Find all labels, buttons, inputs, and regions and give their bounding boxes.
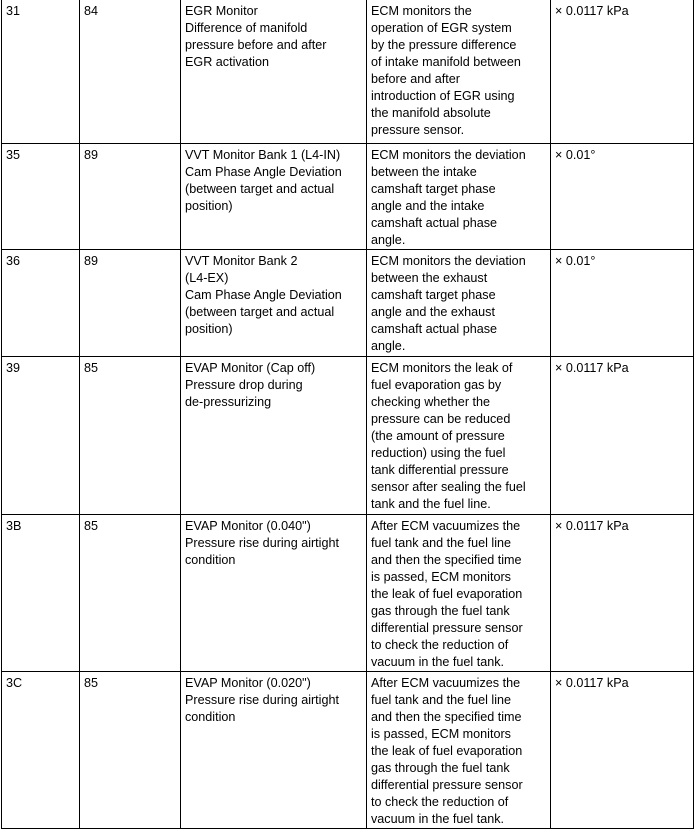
cell-text-line: is passed, ECM monitors [371, 569, 511, 584]
cell-text-line: camshaft actual phase [371, 321, 498, 336]
cell-text-line: and then the specified time [371, 709, 522, 724]
cell-text-line: is passed, ECM monitors [371, 726, 511, 741]
cell-text-line: to check the reduction of [371, 794, 509, 809]
test-id-cell: 39 [2, 356, 80, 514]
cell-text-line: the manifold absolute [371, 106, 491, 120]
cell-text-line: (between target and actual [185, 304, 335, 319]
test-item-cell [181, 143, 367, 249]
cell-text-line: angle and the exhaust [371, 304, 495, 319]
cell-text-line: EVAP Monitor (Cap off) [185, 360, 316, 375]
table-row [2, 143, 694, 249]
cell-text-line: vacuum in the fuel tank. [371, 654, 505, 669]
cell-text-line: de-pressurizing [185, 394, 272, 409]
cell-text-line: VVT Monitor Bank 1 (L4-IN) [185, 147, 341, 162]
component-id-cell: 89 [80, 249, 181, 356]
unit-conversion-cell: × 0.0117 kPa [551, 671, 694, 828]
cell-text-line: pressure sensor. [371, 123, 465, 137]
cell-text-line: Cam Phase Angle Deviation [185, 287, 342, 302]
component-id-cell: 85 [80, 671, 181, 828]
component-id-cell: 89 [80, 143, 181, 249]
cell-text-line: before and after [371, 72, 460, 86]
table-row [2, 356, 694, 514]
cell-text-line: introduction of EGR using [371, 89, 515, 103]
table-row [2, 249, 694, 356]
cell-text-line: differential pressure sensor [371, 777, 523, 792]
cell-text-line: between the intake [371, 164, 477, 179]
description-cell [367, 143, 551, 249]
description-cell [367, 514, 551, 671]
test-id-cell: 36 [2, 249, 80, 356]
cell-text-line: between the exhaust [371, 270, 488, 285]
cell-text-line: gas through the fuel tank [371, 760, 510, 775]
cell-text-line: Pressure rise during airtight [185, 535, 339, 550]
cell-text-line: EVAP Monitor (0.020") [185, 675, 311, 690]
component-id-cell: 84 [80, 0, 181, 143]
cell-text-line: camshaft target phase [371, 287, 496, 302]
cell-text-line: vacuum in the fuel tank. [371, 811, 505, 826]
cell-text-line: reduction) using the fuel [371, 445, 506, 460]
cell-text-line: fuel tank and the fuel line [371, 692, 512, 707]
description-cell [367, 0, 551, 143]
cell-text-line: ECM monitors the leak of [371, 360, 513, 375]
cell-text-line: and then the specified time [371, 552, 522, 567]
unit-conversion-cell: × 0.0117 kPa [551, 514, 694, 671]
test-item-cell [181, 514, 367, 671]
cell-text-line: EGR Monitor [185, 4, 258, 18]
unit-conversion-cell: × 0.01° [551, 143, 694, 249]
cell-text-line: VVT Monitor Bank 2 [185, 253, 298, 268]
cell-text-line: ECM monitors the deviation [371, 253, 526, 268]
cell-text-line: fuel tank and the fuel line [371, 535, 512, 550]
cell-text-line: EGR activation [185, 55, 269, 69]
cell-text-line: EVAP Monitor (0.040") [185, 518, 311, 533]
cell-text-line: the leak of fuel evaporation [371, 586, 523, 601]
test-item-cell [181, 671, 367, 828]
test-id-cell: 3C [2, 671, 80, 828]
cell-text-line: to check the reduction of [371, 637, 509, 652]
cell-text-line: (L4-EX) [185, 270, 229, 285]
description-cell [367, 356, 551, 514]
description-cell [367, 671, 551, 828]
cell-text-line: condition [185, 709, 236, 724]
cell-text-line: position) [185, 321, 233, 336]
cell-text-line: angle. [371, 338, 406, 353]
cell-text-line: gas through the fuel tank [371, 603, 510, 618]
test-item-cell [181, 0, 367, 143]
cell-text-line: pressure can be reduced [371, 411, 511, 426]
test-id-cell: 31 [2, 0, 80, 143]
test-id-cell: 35 [2, 143, 80, 249]
cell-text-line: Pressure drop during [185, 377, 303, 392]
table-row [2, 514, 694, 671]
description-cell [367, 249, 551, 356]
cell-text-line: ECM monitors the [371, 4, 472, 18]
cell-text-line: camshaft target phase [371, 181, 496, 196]
monitor-spec-table [1, 0, 694, 829]
cell-text-line: by the pressure difference [371, 38, 517, 52]
cell-text-line: checking whether the [371, 394, 491, 409]
cell-text-line: After ECM vacuumizes the [371, 518, 521, 533]
cell-text-line: of intake manifold between [371, 55, 521, 69]
cell-text-line: tank and the fuel line. [371, 496, 491, 511]
component-id-cell: 85 [80, 514, 181, 671]
cell-text-line: tank differential pressure [371, 462, 509, 477]
cell-text-line: operation of EGR system [371, 21, 512, 35]
component-id-cell: 85 [80, 356, 181, 514]
cell-text-line: After ECM vacuumizes the [371, 675, 521, 690]
cell-text-line: (between target and actual [185, 181, 335, 196]
cell-text-line: fuel evaporation gas by [371, 377, 502, 392]
unit-conversion-cell: × 0.0117 kPa [551, 0, 694, 143]
test-item-cell [181, 249, 367, 356]
cell-text-line: (the amount of pressure [371, 428, 505, 443]
cell-text-line: angle and the intake [371, 198, 485, 213]
cell-text-line: differential pressure sensor [371, 620, 523, 635]
cell-text-line: position) [185, 198, 233, 213]
test-id-cell: 3B [2, 514, 80, 671]
cell-text-line: condition [185, 552, 236, 567]
cell-text-line: camshaft actual phase [371, 215, 498, 230]
test-item-cell [181, 356, 367, 514]
cell-text-line: pressure before and after [185, 38, 327, 52]
cell-text-line: sensor after sealing the fuel [371, 479, 526, 494]
unit-conversion-cell: × 0.01° [551, 249, 694, 356]
unit-conversion-cell: × 0.0117 kPa [551, 356, 694, 514]
cell-text-line: ECM monitors the deviation [371, 147, 526, 162]
cell-text-line: Cam Phase Angle Deviation [185, 164, 342, 179]
cell-text-line: Difference of manifold [185, 21, 308, 35]
cell-text-line: the leak of fuel evaporation [371, 743, 523, 758]
cell-text-line: Pressure rise during airtight [185, 692, 339, 707]
table-row [2, 671, 694, 828]
cell-text-line: angle. [371, 232, 406, 247]
table-row [2, 0, 694, 143]
